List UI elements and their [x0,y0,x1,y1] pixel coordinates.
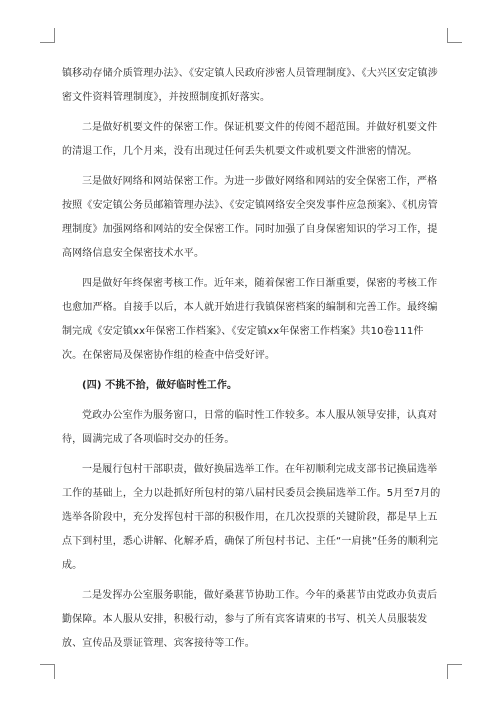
paragraph-mulberry-festival: 二是发挥办公室服务职能，做好桑葚节协助工作。今年的桑葚节由党政办负责后勤保障。本人服从安排，积极行动，参与了所有宾客请柬的书写、机关人员服装发放、宣传品及票证管理、宾客接待等工作。 [62,590,438,649]
crop-mark-bottom-left [40,664,55,679]
section-heading-temporary-work: (四) 不挑不拾，做好临时性工作。 [82,380,238,391]
crop-mark-top-left [40,28,55,43]
paragraph-service-window: 党政办公室作为服务窗口，日常的临时性工作较多。本人服从领导安排，认真对待，圆满完成了各项临时交办的任务。 [62,410,438,445]
crop-mark-bottom-right [447,664,462,679]
paragraph-election-work: 一是履行包村干部职责，做好换届选举工作。在年初顺利完成支部书记换届选举工作的基础上，全力以赴抓好所包村的第八届村民委员会换届选举工作。5月至7月的选举各阶段中，充分发挥包村干部的积极作用，在几次投票的关键阶段，都是早上五点下到村里，悉心讲解、化解矛盾，确保了所包村书记、主任“一肩挑”任务的顺利完成。 [62,464,441,571]
paragraph-confidential-documents: 二是做好机要文件的保密工作。保证机要文件的传阅不超范围。并做好机要文件的清退工作，几个月来，没有出现过任何丢失机要文件或机要文件泄密的情况。 [62,122,438,157]
document-body [62,62,442,662]
paragraph-year-end-assessment: 四是做好年终保密考核工作。近年来，随着保密工作日渐重要，保密的考核工作也愈加严格。自接手以后，本人就开始进行我镇保密档案的编制和完善工作。最终编制完成《安定镇xx年保密工作档案》、《安定镇xx年保密工作档案》共10卷111件次。在保密局及保密协作组的检查中倍受好评。 [62,278,438,361]
paragraph-continuation: 镇移动存储介质管理办法》、《安定镇人民政府涉密人员管理制度》、《大兴区安定镇涉密文件资料管理制度》，并按照制度抓好落实。 [62,68,438,103]
paragraph-network-security: 三是做好网络和网站保密工作。为进一步做好网络和网站的安全保密工作，严格按照《安定镇公务员邮箱管理办法》、《安定镇网络安全突发事件应急预案》、《机房管理制度》加强网络和网站的安全保密工作。同时加强了自身保密知识的学习工作，提高网络信息安全保密技术水平。 [62,176,438,259]
crop-mark-top-right [447,28,462,43]
